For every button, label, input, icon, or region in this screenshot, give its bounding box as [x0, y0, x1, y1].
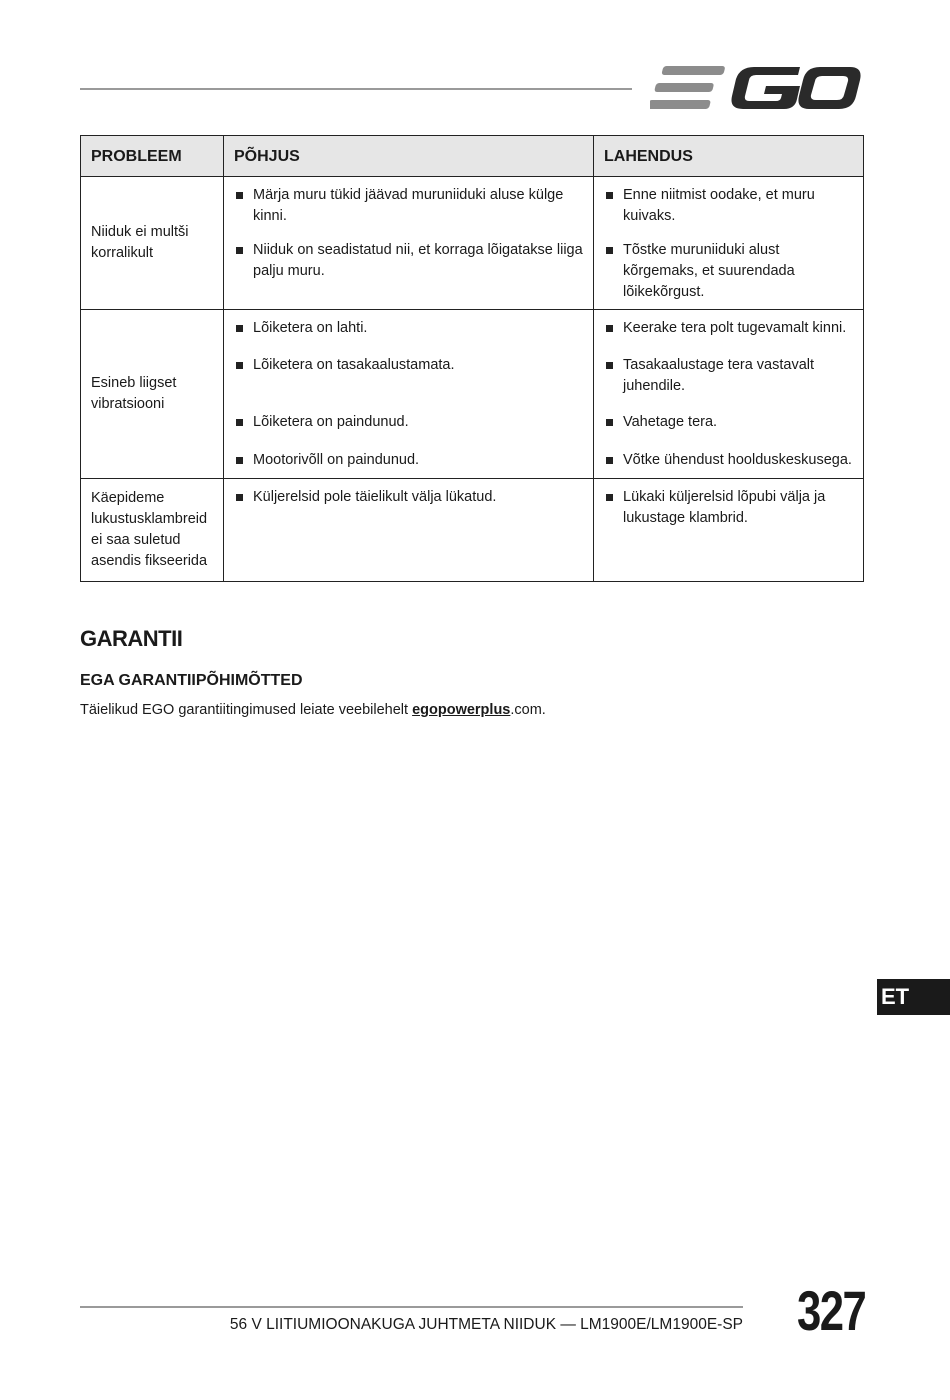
- solution-cell: [594, 177, 864, 310]
- solution-cell: [594, 479, 864, 582]
- cause-item: Lõiketera on lahti.: [236, 318, 583, 355]
- table-row: [81, 177, 864, 310]
- solution-item: Tõstke muruniiduki alust kõrgemaks, et suurendada lõikekõrgust.: [606, 240, 853, 303]
- footer-title: 56 V LIITIUMIOONAKUGA JUHTMETA NIIDUK — LM1900E/LM1900E-SP: [229, 1316, 743, 1333]
- warranty-link[interactable]: egopowerplus: [412, 702, 511, 718]
- cause-cell: [224, 310, 594, 479]
- problem-cell: Esineb liigset vibratsiooni: [81, 310, 224, 479]
- subsection-title: EGA GARANTIIPÕHIMÕTTED: [80, 672, 303, 689]
- cause-cell: [224, 479, 594, 582]
- cause-item: Lõiketera on tasakaalustamata.: [236, 355, 583, 412]
- table-header-row: [81, 136, 864, 177]
- bullet-icon: [236, 325, 243, 332]
- bullet-icon: [606, 457, 613, 464]
- solution-cell: [594, 310, 864, 479]
- header-problem: PROBLEEM: [81, 136, 224, 177]
- bullet-icon: [606, 494, 613, 501]
- warranty-paragraph: [80, 702, 546, 718]
- solution-item: Lükaki küljerelsid lõpubi välja ja lukustage klambrid.: [606, 487, 853, 529]
- cause-item: Niiduk on seadistatud nii, et korraga lõigatakse liiga palju muru.: [236, 240, 583, 282]
- footer-rule: [80, 1306, 743, 1308]
- bullet-icon: [236, 247, 243, 254]
- header-solution: LAHENDUS: [594, 136, 864, 177]
- cause-item: Mootorivõll on paindunud.: [236, 450, 583, 471]
- warranty-text-end: .com.: [510, 702, 546, 718]
- cause-item: Märja muru tükid jäävad muruniiduki aluse külge kinni.: [236, 185, 583, 240]
- solution-item: Enne niitmist oodake, et muru kuivaks.: [606, 185, 853, 240]
- bullet-icon: [606, 362, 613, 369]
- cause-item: Küljerelsid pole täielikult välja lükatud.: [236, 487, 583, 508]
- solution-item: Keerake tera polt tugevamalt kinni.: [606, 318, 853, 355]
- warranty-text: Täielikud EGO garantiitingimused leiate veebilehelt: [80, 702, 413, 718]
- page-number: 327: [797, 1279, 866, 1342]
- cause-cell: [224, 177, 594, 310]
- solution-item: Tasakaalustage tera vastavalt juhendile.: [606, 355, 853, 412]
- problem-cell: Niiduk ei multši korralikult: [81, 177, 224, 310]
- problem-cell: Käepideme lukustusklambreid ei saa suletud asendis fikseerida: [81, 479, 224, 582]
- bullet-icon: [606, 419, 613, 426]
- language-tab: ET: [877, 979, 950, 1015]
- ego-logo: [650, 64, 862, 112]
- bullet-icon: [236, 419, 243, 426]
- troubleshooting-table: [80, 135, 864, 582]
- bullet-icon: [606, 247, 613, 254]
- table-row: [81, 310, 864, 479]
- bullet-icon: [606, 325, 613, 332]
- bullet-icon: [236, 494, 243, 501]
- section-title: GARANTII: [80, 626, 183, 651]
- bullet-icon: [606, 192, 613, 199]
- solution-item: Võtke ühendust hoolduskeskusega.: [606, 450, 853, 471]
- bullet-icon: [236, 192, 243, 199]
- solution-item: Vahetage tera.: [606, 412, 853, 450]
- header-rule: [80, 88, 632, 90]
- table-row: [81, 479, 864, 582]
- bullet-icon: [236, 362, 243, 369]
- cause-item: Lõiketera on paindunud.: [236, 412, 583, 450]
- header-cause: PÕHJUS: [224, 136, 594, 177]
- bullet-icon: [236, 457, 243, 464]
